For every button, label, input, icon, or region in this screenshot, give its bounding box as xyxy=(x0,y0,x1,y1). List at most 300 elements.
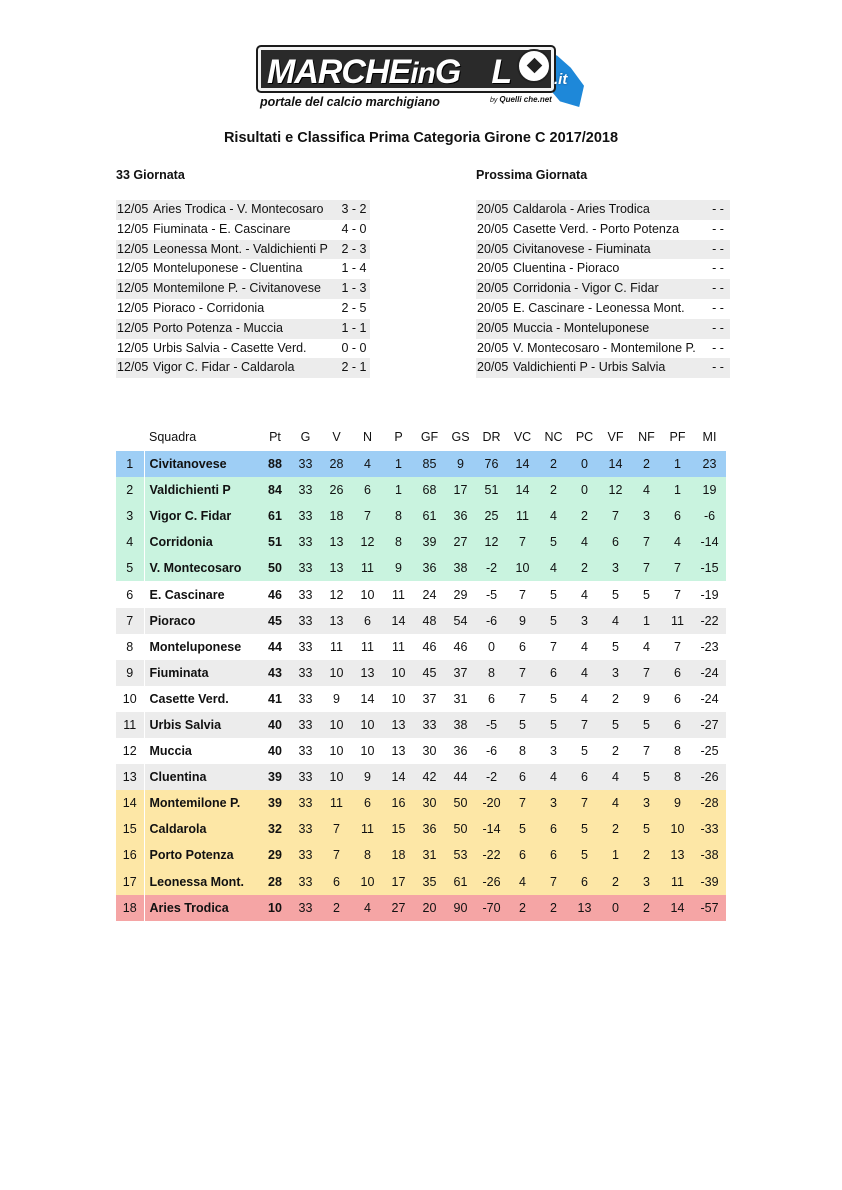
position-cell: 4 xyxy=(116,529,144,555)
stat-cell: 33 xyxy=(298,874,313,889)
stat-cell: 4 xyxy=(519,874,526,889)
stat-cell: 27 xyxy=(391,900,406,915)
stat-cell: 7 xyxy=(364,509,371,524)
stat-cell: 37 xyxy=(453,665,468,680)
stat-cell: 76 xyxy=(484,457,499,472)
stat-cell: -33 xyxy=(700,822,719,837)
stat-cell: 24 xyxy=(422,587,437,602)
stat-cell: 7 xyxy=(674,639,681,654)
match-teams: Porto Potenza - Muccia xyxy=(153,320,283,335)
stat-cell: 17 xyxy=(453,483,468,498)
stat-cell: 38 xyxy=(453,561,468,576)
stat-cell: 16 xyxy=(391,796,406,811)
team-name-cell: Caldarola xyxy=(149,822,207,837)
stat-cell: -20 xyxy=(482,796,501,811)
stat-cell: 6 xyxy=(674,665,681,680)
stat-cell: 5 xyxy=(643,587,650,602)
match-teams: V. Montecosaro - Montemilone P. xyxy=(513,340,696,355)
page-title: Risultati e Classifica Prima Categoria Girone C 2017/2018 xyxy=(223,130,619,146)
match-row xyxy=(116,240,370,260)
stat-cell: 8 xyxy=(519,744,526,759)
stat-cell: 10 xyxy=(391,691,406,706)
logo-tagline: portale del calcio marchigiano xyxy=(260,95,440,109)
stat-cell: -22 xyxy=(700,613,719,628)
stat-cell: 9 xyxy=(333,691,340,706)
stat-cell: 2 xyxy=(550,457,557,472)
position-cell: 1 xyxy=(116,451,144,477)
stat-cell: -14 xyxy=(482,822,501,837)
stat-cell: 7 xyxy=(581,717,588,732)
stat-cell: 33 xyxy=(298,639,313,654)
stat-cell: 45 xyxy=(422,665,437,680)
stat-cell: 33 xyxy=(298,665,313,680)
stat-cell: 7 xyxy=(550,874,557,889)
standings-row xyxy=(116,686,726,712)
stat-cell: 9 xyxy=(519,613,526,628)
standings-row xyxy=(116,608,726,634)
standings-body xyxy=(116,451,726,921)
stat-cell: 7 xyxy=(519,587,526,602)
stat-cell: 5 xyxy=(643,822,650,837)
team-name-cell: Pioraco xyxy=(149,613,196,628)
column-header: N xyxy=(362,429,373,444)
stat-cell: 46 xyxy=(453,639,468,654)
position-cell: 8 xyxy=(116,634,144,660)
column-header: G xyxy=(300,429,311,444)
stat-cell: 33 xyxy=(298,796,313,811)
position-cell: 16 xyxy=(116,842,144,868)
stat-cell: 7 xyxy=(643,561,650,576)
stat-cell: 9 xyxy=(674,796,681,811)
stat-cell: 11 xyxy=(361,561,374,576)
stat-cell: 4 xyxy=(581,535,588,550)
stat-cell: 30 xyxy=(422,796,437,811)
points-cell: 45 xyxy=(268,613,282,628)
stat-cell: 6 xyxy=(581,874,588,889)
stat-cell: 2 xyxy=(581,509,588,524)
stat-cell: 5 xyxy=(550,691,557,706)
stat-cell: 0 xyxy=(581,457,588,472)
stat-cell: 12 xyxy=(360,535,375,550)
standings-row xyxy=(116,555,726,581)
stat-cell: -6 xyxy=(703,509,716,524)
match-score: - - xyxy=(712,281,724,296)
stat-cell: 5 xyxy=(612,587,619,602)
points-cell: 40 xyxy=(268,717,282,732)
match-row xyxy=(116,299,370,319)
stat-cell: 13 xyxy=(670,848,685,863)
stat-cell: 4 xyxy=(674,535,681,550)
stat-cell: 13 xyxy=(360,665,375,680)
match-score: 1 - 4 xyxy=(341,261,367,276)
team-name-cell: Urbis Salvia xyxy=(149,717,222,732)
match-score: - - xyxy=(712,241,724,256)
match-row xyxy=(116,259,370,279)
stat-cell: 18 xyxy=(329,509,344,524)
stat-cell: 5 xyxy=(643,717,650,732)
stat-cell: 2 xyxy=(612,691,619,706)
stat-cell: 4 xyxy=(364,457,371,472)
stat-cell: 7 xyxy=(519,691,526,706)
stat-cell: 2 xyxy=(643,900,650,915)
match-teams: Fiuminata - E. Cascinare xyxy=(153,221,291,236)
stat-cell: 33 xyxy=(298,770,313,785)
stat-cell: 10 xyxy=(515,561,530,576)
points-cell: 88 xyxy=(268,457,282,472)
column-header: NF xyxy=(638,429,655,444)
match-score: - - xyxy=(712,360,724,375)
column-header: V xyxy=(332,429,341,444)
position-cell: 18 xyxy=(116,895,144,921)
column-header: GS xyxy=(451,429,470,444)
match-date: 12/05 xyxy=(117,300,149,315)
stat-cell: 3 xyxy=(643,509,650,524)
match-date: 20/05 xyxy=(477,202,509,216)
stat-cell: 2 xyxy=(550,900,557,915)
stat-cell: 9 xyxy=(395,561,402,576)
position-cell: 2 xyxy=(116,477,144,503)
match-teams: Vigor C. Fidar - Caldarola xyxy=(153,360,295,375)
stat-cell: 33 xyxy=(298,535,313,550)
stat-cell: 31 xyxy=(453,691,468,706)
stat-cell: 1 xyxy=(674,457,681,472)
team-name-cell: Vigor C. Fidar xyxy=(149,509,232,524)
stat-cell: -26 xyxy=(482,874,501,889)
stat-cell: 5 xyxy=(612,639,619,654)
match-score: - - xyxy=(712,202,724,216)
match-teams: Urbis Salvia - Casette Verd. xyxy=(153,340,307,355)
stat-cell: 4 xyxy=(581,691,588,706)
stat-cell: 39 xyxy=(422,535,437,550)
stat-cell: -27 xyxy=(700,717,719,732)
match-date: 12/05 xyxy=(117,320,149,335)
stat-cell: 35 xyxy=(422,874,437,889)
stat-cell: 36 xyxy=(422,561,437,576)
team-name-cell: Montemilone P. xyxy=(149,796,241,811)
match-teams: Muccia - Monteluponese xyxy=(513,320,650,335)
stat-cell: 14 xyxy=(391,613,406,628)
match-row xyxy=(476,200,730,220)
stat-cell: 53 xyxy=(453,848,468,863)
stat-cell: 2 xyxy=(333,900,340,915)
match-row xyxy=(116,200,370,220)
stat-cell: 42 xyxy=(422,770,437,785)
stat-cell: 26 xyxy=(329,483,344,498)
stat-cell: 5 xyxy=(581,822,588,837)
stat-cell: 2 xyxy=(519,900,526,915)
stat-cell: 38 xyxy=(453,717,468,732)
match-row xyxy=(476,299,730,319)
team-name-cell: Aries Trodica xyxy=(149,900,229,915)
stat-cell: -70 xyxy=(482,900,501,915)
column-header: P xyxy=(394,429,403,444)
stat-cell: 9 xyxy=(643,691,650,706)
standings-row xyxy=(116,581,726,607)
standings-header-row xyxy=(116,422,726,451)
stat-cell: 4 xyxy=(550,770,557,785)
stat-cell: -57 xyxy=(700,900,719,915)
stat-cell: 33 xyxy=(298,457,313,472)
stat-cell: 6 xyxy=(519,848,526,863)
match-date: 20/05 xyxy=(477,241,509,256)
match-score: 2 - 3 xyxy=(341,241,367,256)
logo-brand-text: MARCHEinG L xyxy=(267,53,512,91)
match-teams: Pioraco - Corridonia xyxy=(153,300,265,315)
points-cell: 51 xyxy=(268,535,282,550)
match-teams: Leonessa Mont. - Valdichienti P xyxy=(153,241,328,256)
stat-cell: 13 xyxy=(391,744,406,759)
stat-cell: 6 xyxy=(364,483,371,498)
stat-cell: 11 xyxy=(392,587,405,602)
position-cell: 13 xyxy=(116,764,144,790)
stat-cell: 2 xyxy=(643,848,650,863)
stat-cell: 2 xyxy=(612,874,619,889)
stat-cell: 9 xyxy=(457,457,464,472)
stat-cell: 7 xyxy=(643,535,650,550)
stat-cell: 85 xyxy=(422,457,437,472)
stat-cell: 28 xyxy=(329,457,344,472)
standings-row xyxy=(116,738,726,764)
match-teams: Civitanovese - Fiuminata xyxy=(513,241,651,256)
stat-cell: 46 xyxy=(422,639,437,654)
team-name-cell: Leonessa Mont. xyxy=(149,874,244,889)
stat-cell: 1 xyxy=(674,483,681,498)
stat-cell: 11 xyxy=(330,796,343,811)
results-section-label: 33 Giornata xyxy=(116,168,185,182)
soccer-ball-icon xyxy=(517,49,551,83)
column-header xyxy=(116,422,144,451)
stat-cell: 13 xyxy=(329,535,344,550)
next-round-section-label: Prossima Giornata xyxy=(476,168,588,182)
stat-cell: 5 xyxy=(550,717,557,732)
stat-cell: 11 xyxy=(392,639,405,654)
stat-cell: 37 xyxy=(422,691,437,706)
stat-cell: 8 xyxy=(674,770,681,785)
stat-cell: 10 xyxy=(329,744,344,759)
stat-cell: 6 xyxy=(550,848,557,863)
position-cell: 6 xyxy=(116,581,144,607)
stat-cell: 36 xyxy=(453,744,468,759)
standings-row xyxy=(116,634,726,660)
stat-cell: 5 xyxy=(581,848,588,863)
stat-cell: 10 xyxy=(329,717,344,732)
stat-cell: 13 xyxy=(329,613,344,628)
points-cell: 43 xyxy=(268,665,282,680)
stat-cell: 33 xyxy=(298,848,313,863)
stat-cell: 2 xyxy=(550,483,557,498)
stat-cell: -5 xyxy=(485,717,498,732)
points-cell: 39 xyxy=(268,770,282,785)
stat-cell: 33 xyxy=(298,509,313,524)
position-cell: 12 xyxy=(116,738,144,764)
team-name-cell: Valdichienti P xyxy=(149,483,231,498)
stat-cell: -25 xyxy=(700,744,719,759)
match-score: 1 - 3 xyxy=(341,281,367,296)
stat-cell: 50 xyxy=(453,822,468,837)
stat-cell: -6 xyxy=(485,613,498,628)
column-header: NC xyxy=(544,429,563,444)
stat-cell: 7 xyxy=(643,744,650,759)
match-score: - - xyxy=(712,261,724,276)
match-row xyxy=(476,279,730,299)
match-row xyxy=(476,259,730,279)
team-name-cell: Porto Potenza xyxy=(149,848,234,863)
match-date: 20/05 xyxy=(477,300,509,315)
stat-cell: 7 xyxy=(643,665,650,680)
stat-cell: 54 xyxy=(453,613,468,628)
stat-cell: 44 xyxy=(453,770,468,785)
stat-cell: 10 xyxy=(670,822,685,837)
standings-row xyxy=(116,503,726,529)
stat-cell: 7 xyxy=(581,796,588,811)
stat-cell: 5 xyxy=(550,587,557,602)
points-cell: 61 xyxy=(268,509,282,524)
stat-cell: 20 xyxy=(422,900,437,915)
match-date: 20/05 xyxy=(477,261,509,276)
stat-cell: -19 xyxy=(700,587,719,602)
standings-row xyxy=(116,842,726,868)
stat-cell: 14 xyxy=(670,900,685,915)
match-score: - - xyxy=(712,320,724,335)
match-row xyxy=(476,240,730,260)
stat-cell: 6 xyxy=(550,822,557,837)
column-header: DR xyxy=(482,429,501,444)
stat-cell: 14 xyxy=(608,457,623,472)
match-date: 12/05 xyxy=(117,241,149,256)
stat-cell: 27 xyxy=(453,535,468,550)
stat-cell: 33 xyxy=(298,691,313,706)
match-teams: Valdichienti P - Urbis Salvia xyxy=(513,360,666,375)
stat-cell: 33 xyxy=(298,822,313,837)
match-score: - - xyxy=(712,221,724,236)
match-teams: Corridonia - Vigor C. Fidar xyxy=(513,281,659,296)
stat-cell: 4 xyxy=(612,770,619,785)
stat-cell: 18 xyxy=(391,848,406,863)
stat-cell: 3 xyxy=(581,613,588,628)
next-round-list xyxy=(476,200,730,378)
stat-cell: 0 xyxy=(488,639,495,654)
match-row xyxy=(116,358,370,378)
stat-cell: 3 xyxy=(612,561,619,576)
stat-cell: 6 xyxy=(612,535,619,550)
stat-cell: 1 xyxy=(612,848,619,863)
team-name-cell: E. Cascinare xyxy=(149,587,225,602)
column-header: GF xyxy=(420,429,439,444)
match-score: 4 - 0 xyxy=(341,221,367,236)
match-score: 2 - 5 xyxy=(341,300,367,315)
stat-cell: 10 xyxy=(360,744,375,759)
points-cell: 44 xyxy=(268,639,282,654)
standings-row xyxy=(116,451,726,477)
match-row xyxy=(476,358,730,378)
standings-row xyxy=(116,790,726,816)
match-date: 20/05 xyxy=(477,320,509,335)
stat-cell: 2 xyxy=(581,561,588,576)
team-name-cell: Corridonia xyxy=(149,535,213,550)
stat-cell: 6 xyxy=(364,796,371,811)
stat-cell: -14 xyxy=(700,535,719,550)
stat-cell: 14 xyxy=(515,457,530,472)
position-cell: 17 xyxy=(116,869,144,895)
stat-cell: 10 xyxy=(329,665,344,680)
match-row xyxy=(116,339,370,359)
column-header: PF xyxy=(669,429,686,444)
standings-table xyxy=(116,422,727,921)
stat-cell: 51 xyxy=(484,483,499,498)
stat-cell: 6 xyxy=(674,691,681,706)
points-cell: 10 xyxy=(268,900,282,915)
match-date: 12/05 xyxy=(117,340,149,355)
match-score: 2 - 1 xyxy=(341,360,367,375)
standings-row xyxy=(116,477,726,503)
stat-cell: 17 xyxy=(391,874,406,889)
stat-cell: 5 xyxy=(581,744,588,759)
stat-cell: -24 xyxy=(700,691,719,706)
stat-cell: 11 xyxy=(330,639,343,654)
match-score: 3 - 2 xyxy=(341,202,367,216)
match-teams: Monteluponese - Cluentina xyxy=(153,261,303,276)
stat-cell: 10 xyxy=(360,874,375,889)
stat-cell: 33 xyxy=(422,717,437,732)
stat-cell: 30 xyxy=(422,744,437,759)
stat-cell: 2 xyxy=(612,744,619,759)
match-teams: Aries Trodica - V. Montecosaro xyxy=(153,202,324,216)
match-teams: Cluentina - Pioraco xyxy=(513,261,620,276)
points-cell: 32 xyxy=(268,822,282,837)
stat-cell: 4 xyxy=(550,509,557,524)
stat-cell: 0 xyxy=(612,900,619,915)
stat-cell: 6 xyxy=(519,639,526,654)
stat-cell: 6 xyxy=(581,770,588,785)
stat-cell: 6 xyxy=(364,613,371,628)
team-name-cell: Civitanovese xyxy=(149,457,227,472)
position-cell: 15 xyxy=(116,816,144,842)
stat-cell: 10 xyxy=(360,717,375,732)
stat-cell: 5 xyxy=(519,717,526,732)
team-name-cell: V. Montecosaro xyxy=(149,561,242,576)
stat-cell: 33 xyxy=(298,613,313,628)
points-cell: 50 xyxy=(268,561,282,576)
match-teams: Caldarola - Aries Trodica xyxy=(513,202,650,216)
stat-cell: 33 xyxy=(298,717,313,732)
stat-cell: 12 xyxy=(484,535,499,550)
logo-domain: .it xyxy=(554,71,568,88)
points-cell: 28 xyxy=(268,874,282,889)
stat-cell: -22 xyxy=(482,848,501,863)
match-score: - - xyxy=(712,340,724,355)
stat-cell: -6 xyxy=(485,744,498,759)
match-score: 0 - 0 xyxy=(341,340,367,355)
team-name-cell: Fiuminata xyxy=(149,665,209,680)
stat-cell: 5 xyxy=(550,613,557,628)
stat-cell: 68 xyxy=(422,483,437,498)
match-date: 20/05 xyxy=(477,221,509,236)
stat-cell: 50 xyxy=(453,796,468,811)
stat-cell: -28 xyxy=(700,796,719,811)
stat-cell: 8 xyxy=(674,744,681,759)
match-row xyxy=(476,319,730,339)
stat-cell: 3 xyxy=(643,874,650,889)
team-name-cell: Muccia xyxy=(149,744,192,759)
stat-cell: 6 xyxy=(519,770,526,785)
stat-cell: 14 xyxy=(515,483,530,498)
stat-cell: 4 xyxy=(581,639,588,654)
stat-cell: 1 xyxy=(395,457,402,472)
stat-cell: 23 xyxy=(702,457,717,472)
standings-row xyxy=(116,529,726,555)
standings-row xyxy=(116,764,726,790)
stat-cell: 3 xyxy=(550,796,557,811)
